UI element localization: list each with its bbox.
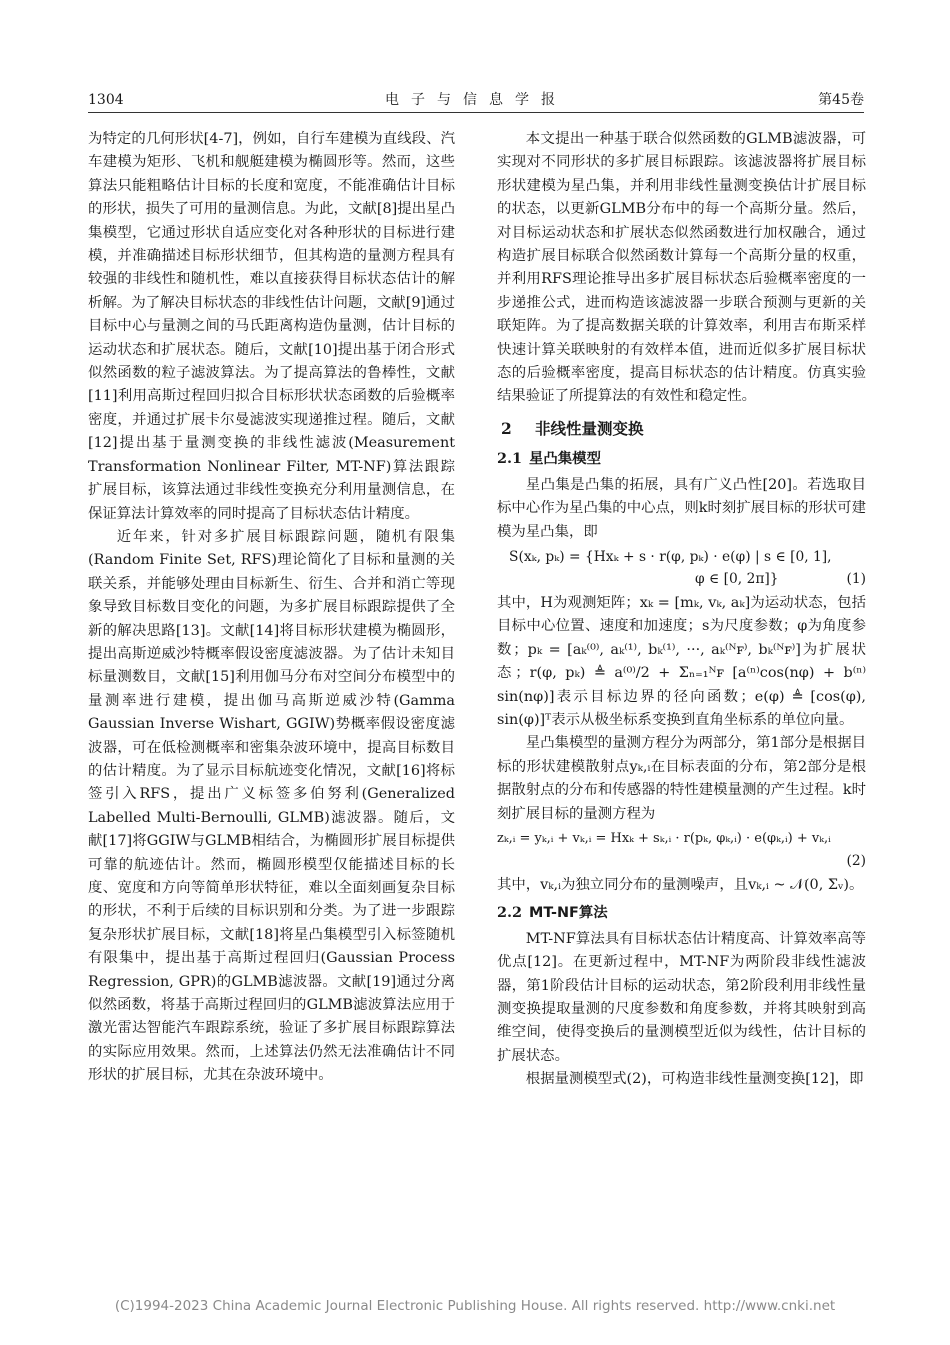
equation-2-line-1: zₖ,ᵢ = yₖ,ᵢ + vₖ,ᵢ = Hxₖ + sₖ,ᵢ · r(pₖ, φₖ,ᵢ) · e(φₖ,ᵢ) + vₖ,ᵢ — [497, 830, 831, 846]
subsection-number: 2.1 — [497, 450, 523, 468]
right-paragraph-3: 其中，H为观测矩阵；xₖ = [mₖ, vₖ, aₖ]为运动状态，包括目标中心位置、速度和加速度；s为尺度参数；φ为角度参数；pₖ = [aₖ⁽⁰⁾, aₖ⁽¹⁾, bₖ⁽¹⁾, ···, aₖ⁽ᴺꜰ⁾, bₖ⁽ᴺꜰ⁾]为扩展状态；r(φ, pₖ) ≜ a⁽⁰⁾/2 + Σₙ₌₁ᴺꜰ [a⁽ⁿ⁾cos(nφ) + b⁽ⁿ⁾sin(nφ)]表示目标边界的径向函数；e(φ) ≜ [cos(φ), sin(φ)]ᵀ表示从极坐标系变换到直角坐标系的单位向量。 — [497, 594, 866, 728]
journal-title: 电子与信息学报 — [385, 92, 567, 108]
subsection-heading-2-2 — [497, 901, 866, 925]
right-paragraph-6: MT-NF算法具有目标状态估计精度高、计算效率高等优点[12]。在更新过程中，MT-NF为两阶段非线性滤波器，第1阶段估计目标的运动状态，第2阶段利用非线性量测变换提取量测的尺度参数和角度参数，并将其映射到高维空间，使得变换后的量测模型近似为线性，估计目标的扩展状态。 — [497, 930, 866, 1064]
subsection-title: 星凸集模型 — [529, 451, 601, 468]
subsection-heading-2-1 — [497, 447, 866, 471]
running-header — [88, 90, 864, 113]
left-paragraph-2: 近年来，针对多扩展目标跟踪问题，随机有限集(Random Finite Set, RFS)理论简化了目标和量测的关联关系，并能够处理由目标新生、衍生、合并和消亡等现象导致目标数目变化的问题，为多扩展目标跟踪提供了全新的解决思路[13]。文献[14]将目标形状建模为椭圆形，提出高斯逆威沙特概率假设密度滤波器。为了估计未知目标量测数目，文献[15]利用伽马分布对空间分布模型中的量测率进行建模，提出伽马高斯逆威沙特(Gamma Gaussian Inverse Wishart, GGIW)势概率假设密度滤波器，可在低检测概率和密集杂波环境中，提高目标数目的估计精度。为了显示目标航迹变化情况，文献[16]将标签引入RFS，提出广义标签多伯努利(Generalized Labelled Multi-Bernoulli, GLMB)滤波器。随后，文献[17]将GGIW与GLMB相结合，为椭圆形扩展目标提供可靠的航迹估计。然而，椭圆形模型仅能描述目标的长度、宽度和方向等简单形状特征，难以全面刻画复杂目标的形状，不利于后续的目标识别和分类。为了进一步跟踪复杂形状扩展目标，文献[18]将星凸集模型引入标签随机有限集中，提出基于高斯过程回归(Gaussian Process Regression, GPR)的GLMB滤波器。文献[19]通过分离似然函数，将基于高斯过程回归的GLMB滤波算法应用于激光雷达智能汽车跟踪系统，验证了多扩展目标跟踪算法的实际应用效果。然而，上述算法仍然无法准确估计不同形状的扩展目标，尤其在杂波环境中。 — [88, 528, 455, 1084]
right-paragraph-7: 根据量测模型式(2)，可构造非线性量测变换[12]，即 — [525, 1071, 864, 1088]
equation-2-number: (2) — [846, 852, 866, 869]
volume-label: 第45卷 — [818, 92, 864, 108]
subsection-title: MT-NF算法 — [529, 905, 608, 922]
right-column — [497, 128, 866, 1092]
section-heading — [497, 417, 866, 441]
right-paragraph-5: 其中，vₖ,ᵢ为独立同分布的量测噪声，且vₖ,ᵢ ~ 𝒩(0, Σᵥ)。 — [497, 876, 864, 893]
section-title: 非线性量测变换 — [535, 419, 644, 438]
equation-1-line-2: φ ∈ [0, 2π]} — [695, 570, 779, 587]
right-paragraph-2: 星凸集是凸集的拓展，具有广义凸性[20]。若选取目标中心作为星凸集的中心点，则k时刻扩展目标的形状可建模为星凸集，即 — [497, 476, 866, 540]
left-column — [88, 128, 455, 1088]
right-paragraph-1: 本文提出一种基于联合似然函数的GLMB滤波器，可实现对不同形状的多扩展目标跟踪。该滤波器将扩展目标形状建模为星凸集，并利用非线性量测变换估计扩展目标的状态，以更新GLMB分布中的每一个高斯分量。然后，对目标运动状态和扩展状态似然函数进行加权融合，通过构造扩展目标联合似然函数计算每一个高斯分量的权重，并利用RFS理论推导出多扩展目标状态后验概率密度的一步递推公式，进而构造该滤波器一步联合预测与更新的关联矩阵。为了提高数据关联的计算效率，利用吉布斯采样快速计算关联映射的有效样本值，进而近似多扩展目标状态的后验概率密度，提高目标状态的估计精度。仿真实验结果验证了所提算法的有效性和稳定性。 — [497, 131, 866, 405]
equation-1-line-1: S(xₖ, pₖ) = {Hxₖ + s · r(φ, pₖ) · e(φ) | s ∈ [0, 1], — [509, 548, 832, 565]
right-paragraph-4: 星凸集模型的量测方程分为两部分，第1部分是根据目标的形状建模散射点yₖ,ᵢ在目标表面的分布，第2部分是根据散射点的分布和传感器的特性建模量测的产生过程。k时刻扩展目标的量测方程为 — [497, 735, 866, 822]
equation-2 — [497, 828, 866, 872]
equation-1-number: (1) — [846, 570, 866, 587]
page-number: 1304 — [88, 92, 124, 108]
subsection-number: 2.2 — [497, 904, 523, 922]
copyright-footer: (C)1994-2023 China Academic Journal Electronic Publishing House. All rights reserved. http://www.cnki.net — [114, 1298, 836, 1314]
equation-1 — [497, 546, 866, 590]
section-number: 2 — [501, 418, 512, 438]
left-paragraph-1: 为特定的几何形状[4-7]，例如，自行车建模为直线段、汽车建模为矩形、飞机和舰艇建模为椭圆形等。然而，这些算法只能粗略估计目标的长度和宽度，不能准确估计目标的形状，损失了可用的量测信息。为此，文献[8]提出星凸集模型，它通过形状自适应变化对各种形状的目标进行建模，并准确描述目标形状细节，但其构造的量测方程具有较强的非线性和随机性，难以直接获得目标状态估计的解析解。为了解决目标状态的非线性估计问题，文献[9]通过目标中心与量测之间的马氏距离构造伪量测，估计目标的运动状态和扩展状态。随后，文献[10]提出基于闭合形式似然函数的粒子滤波算法。为了提高算法的鲁棒性，文献[11]利用高斯过程回归拟合目标形状状态函数的后验概率密度，并通过扩展卡尔曼滤波实现递推过程。随后，文献[12]提出基于量测变换的非线性滤波(Measurement Transformation Nonlinear Filter, MT-NF)算法跟踪扩展目标，该算法通过非线性变换充分利用量测信息，在保证算法计算效率的同时提高了目标状态估计精度。 — [88, 131, 455, 522]
